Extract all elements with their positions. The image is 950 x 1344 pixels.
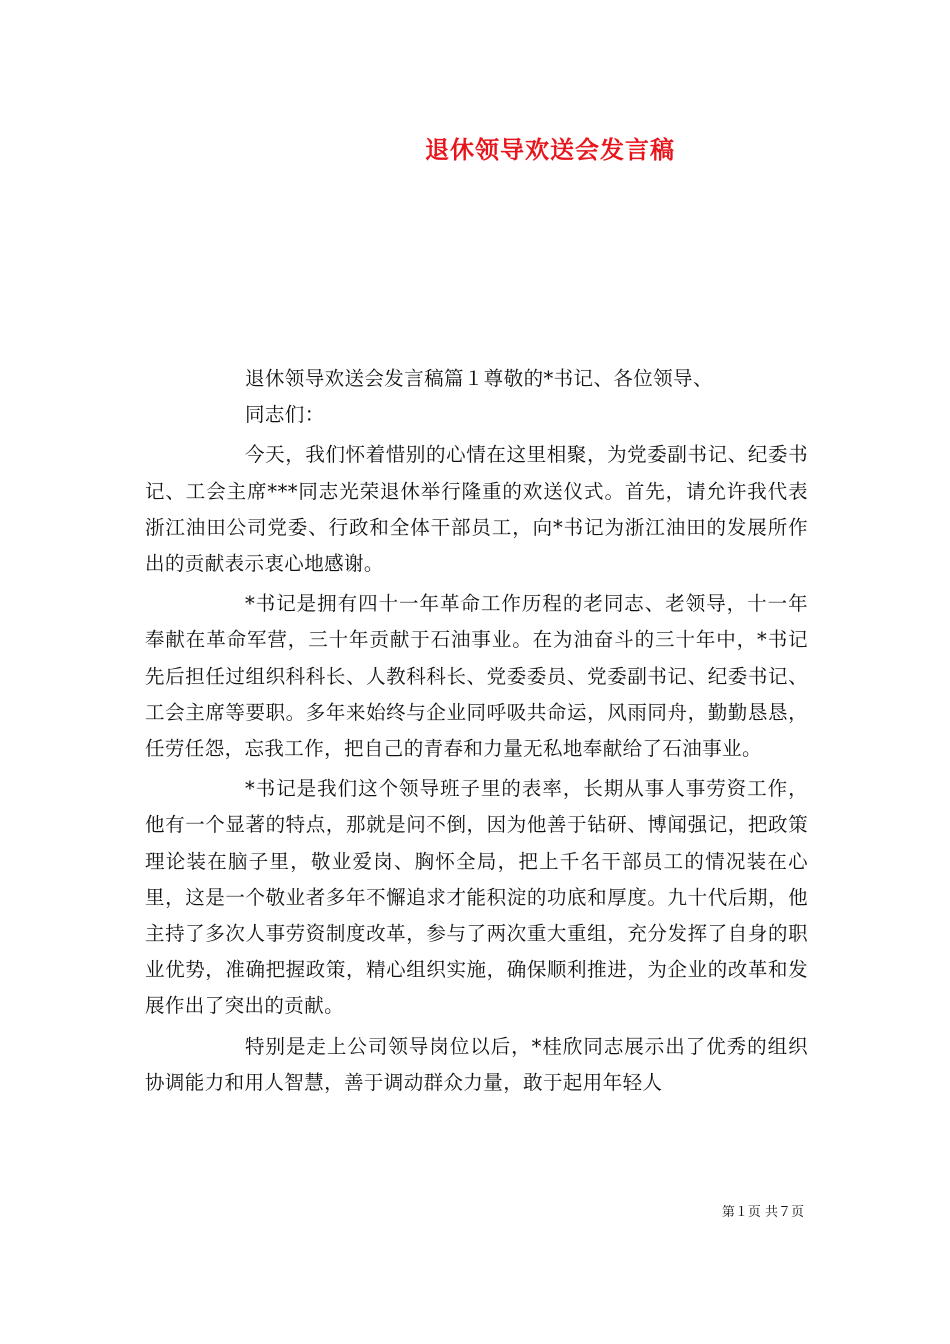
page-number: 第１页 共７页 — [721, 1205, 804, 1220]
paragraph-2: *书记是拥有四十一年革命工作历程的老同志、老领导，十一年奉献在革命军营，三十年贡献于石油事业。在为油奋斗的三十年中，*书记先后担任过组织科科长、人教科科长、党委委员、党委副书记、纪委书记、工会主席等要职。多年来始终与企业同呼吸共命运，风雨同舟，勤勤恳恳，任劳任怨，忘我工作，把自己的青春和力量无私地奉献给了石油事业。 — [145, 592, 808, 761]
paragraph-1: 今天，我们怀着惜别的心情在这里相聚，为党委副书记、纪委书记、工会主席***同志光荣退休举行隆重的欢送仪式。首先，请允许我代表浙江油田公司党委、行政和全体干部员工，向*书记为浙江油田的发展所作出的贡献表示衷心地感谢。 — [145, 443, 808, 576]
paragraph-opening: 退休领导欢送会发言稿篇１尊敬的*书记、各位领导、 — [245, 367, 713, 390]
paragraph-3: *书记是我们这个领导班子里的表率，长期从事人事劳资工作，他有一个显著的特点，那就是问不倒，因为他善于钻研、博闻强记，把政策理论装在脑子里，敬业爱岗、胸怀全局，把上千名干部员工的情况装在心里，这是一个敬业者多年不懈追求才能积淀的功底和厚度。九十代后期，他主持了多次人事劳资制度改革，参与了两次重大重组，充分发挥了自身的职业优势，准确把握政策，精心组织实施，确保顺利推进，为企业的改革和发展作出了突出的贡献。 — [145, 777, 808, 1018]
document-body — [145, 361, 808, 1101]
document-title-text: 退休领导欢送会发言稿 — [425, 135, 675, 164]
paragraph-salutation: 同志们： — [245, 403, 325, 427]
paragraph-4: 特别是走上公司领导岗位以后，*桂欣同志展示出了优秀的组织协调能力和用人智慧，善于调动群众力量，敢于起用年轻人 — [145, 1034, 808, 1094]
document-title — [0, 134, 950, 166]
